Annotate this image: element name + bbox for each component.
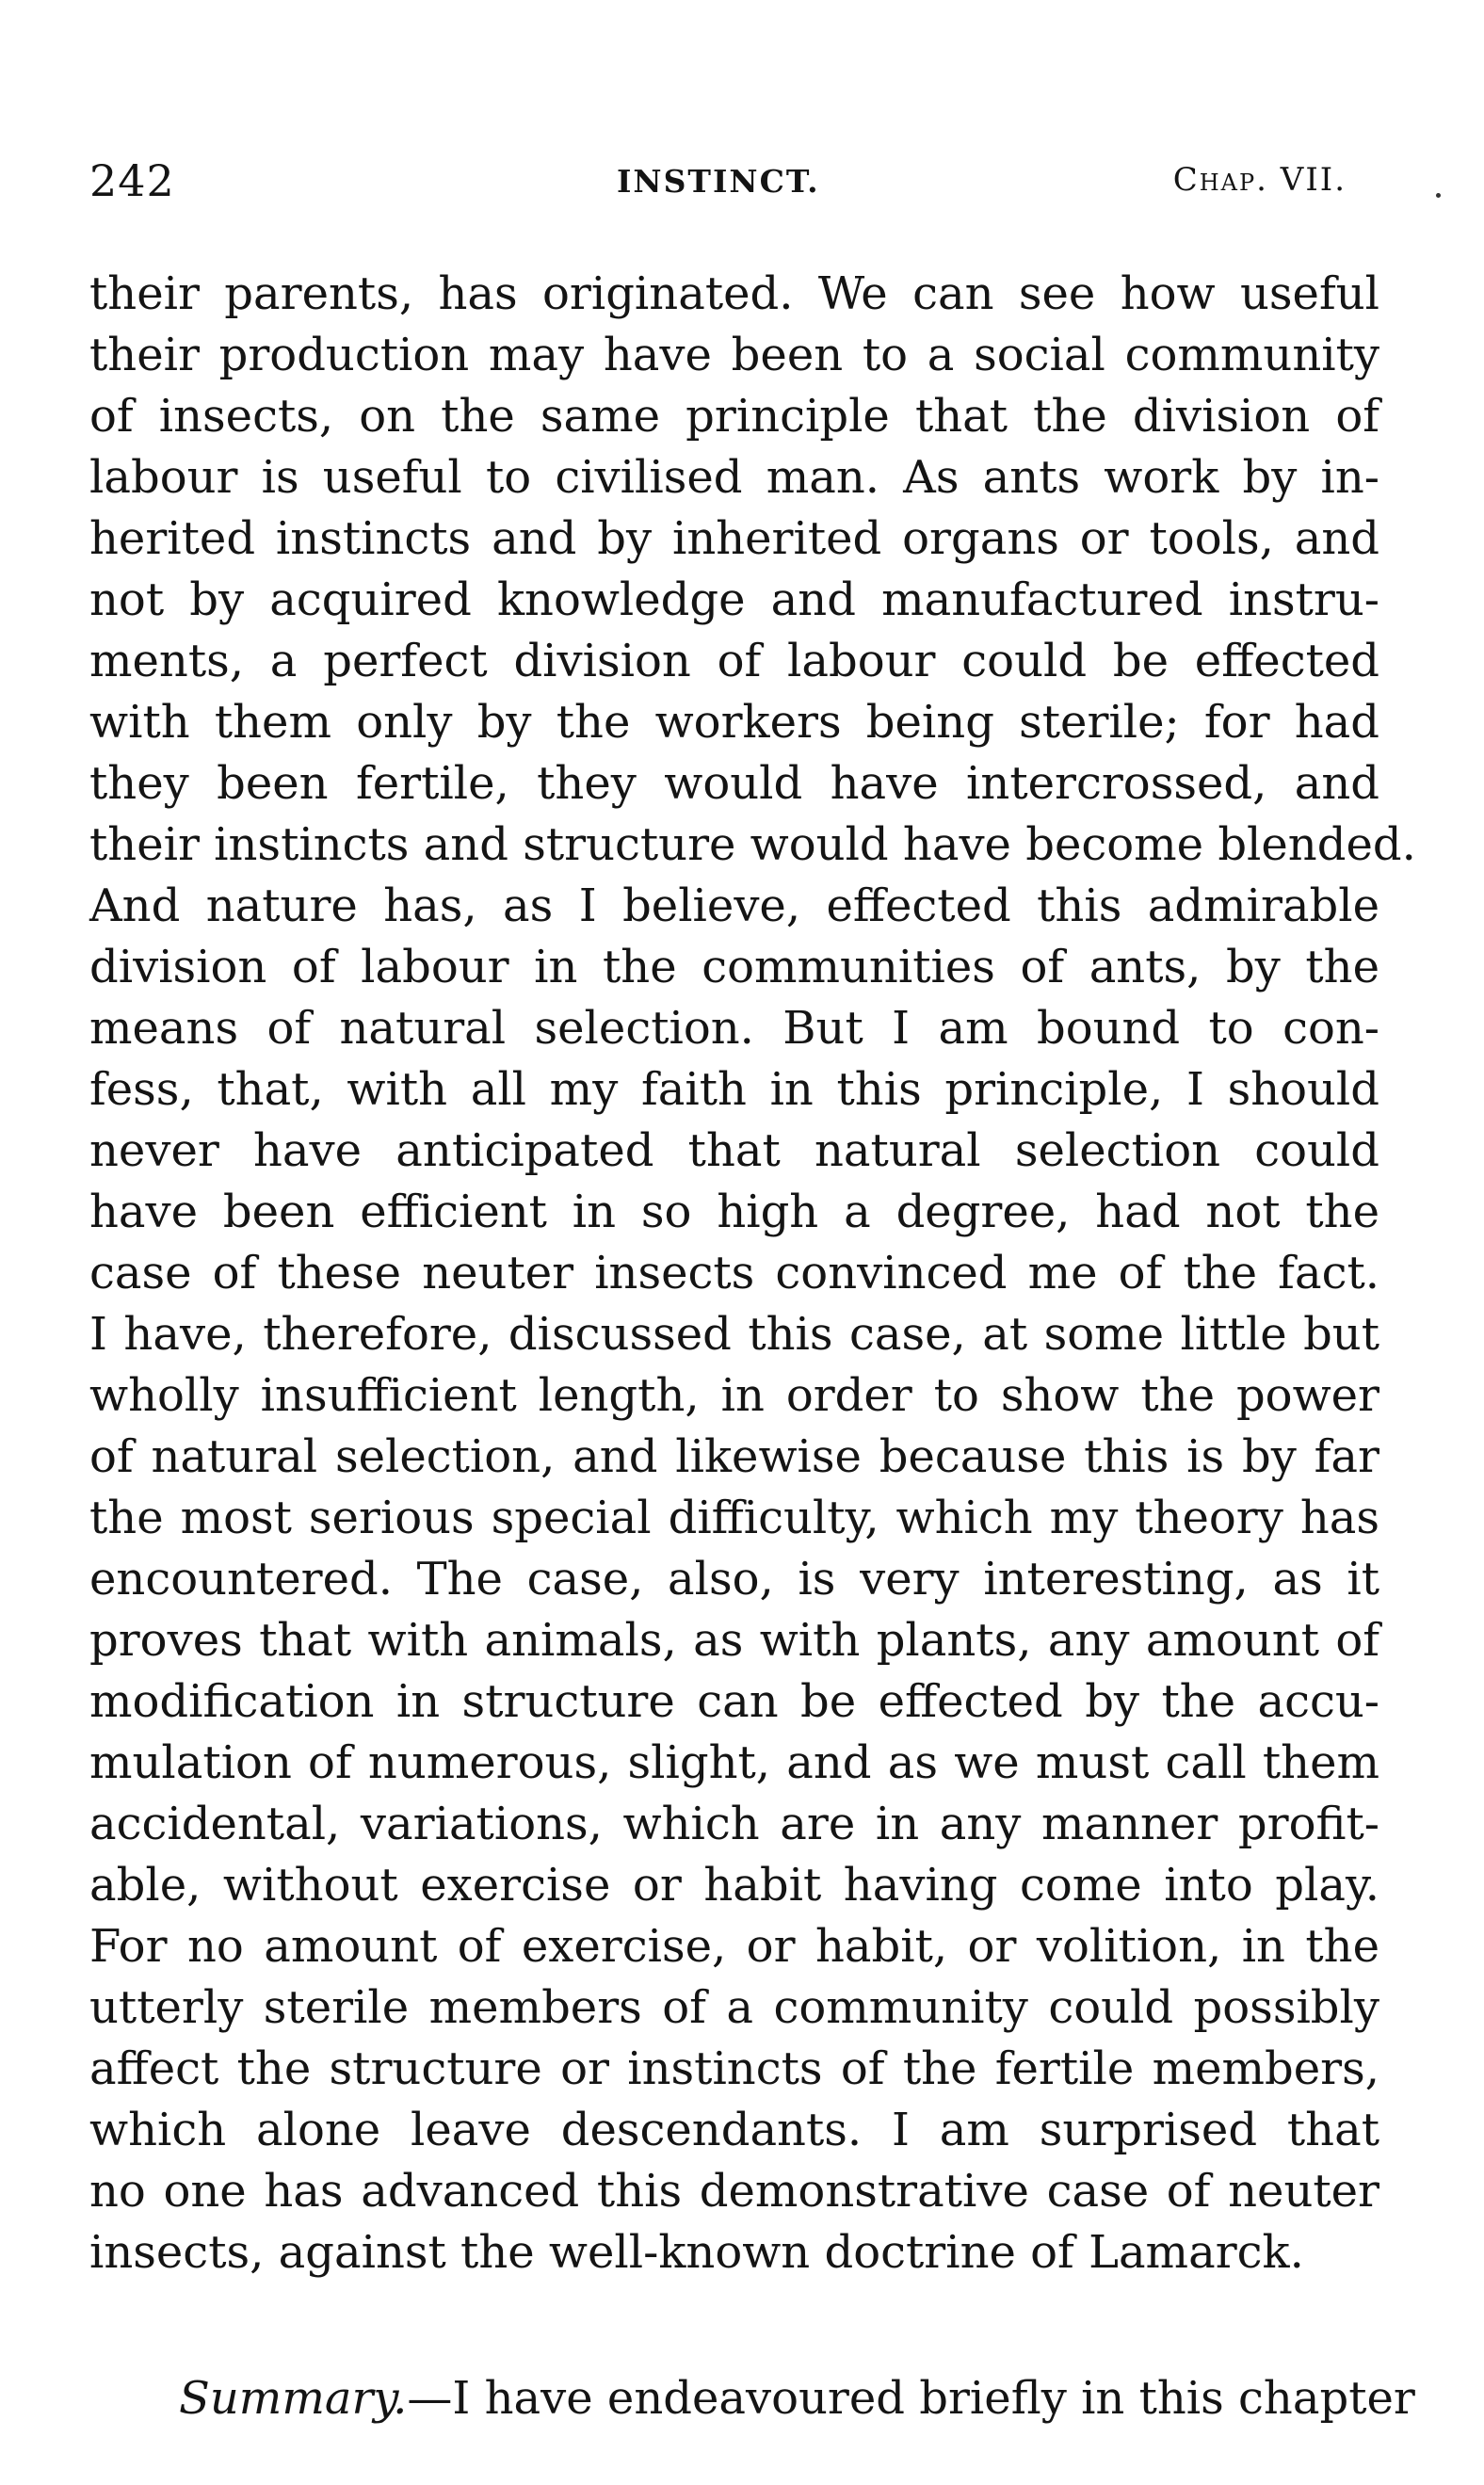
text-line: never have anticipated that natural selection could xyxy=(89,1124,1379,1177)
summary-paragraph xyxy=(179,2368,1415,2429)
text-line: no one has advanced this demonstrative case of neuter xyxy=(89,2165,1379,2218)
text-line: able, without exercise or habit having come into play. xyxy=(89,1859,1379,1912)
text-line: they been fertile, they would have intercrossed, and xyxy=(89,757,1379,810)
print-speck xyxy=(1436,193,1441,198)
page-number: 242 xyxy=(89,155,175,206)
text-line: ments, a perfect division of labour could be effected xyxy=(89,635,1379,687)
text-line: case of these neuter insects convinced me of the fact. xyxy=(89,1247,1379,1299)
text-line: I have, therefore, discussed this case, at some little but xyxy=(89,1308,1379,1361)
text-line: their instincts and structure would have become blended. xyxy=(89,818,1416,871)
chapter-label: Chap. VII. xyxy=(1172,161,1347,199)
text-line: means of natural selection. But I am bound to con- xyxy=(89,1002,1379,1055)
text-line: of insects, on the same principle that the division of xyxy=(89,390,1379,443)
page-header xyxy=(89,155,1347,221)
summary-label: Summary. xyxy=(179,2372,408,2425)
text-line: their production may have been to a social community xyxy=(89,329,1379,381)
text-line: of natural selection, and likewise because this is by far xyxy=(89,1430,1379,1483)
text-line: have been efficient in so high a degree, had not the xyxy=(89,1186,1379,1238)
text-line: their parents, has originated. We can see how useful xyxy=(89,267,1379,320)
text-line: fess, that, with all my faith in this principle, I should xyxy=(89,1063,1379,1116)
text-line: herited instincts and by inherited organs or tools, and xyxy=(89,512,1379,565)
text-line: the most serious special difficulty, which my theory has xyxy=(89,1492,1379,1544)
body-paragraph xyxy=(89,264,1416,2283)
text-line: mulation of numerous, slight, and as we must call them xyxy=(89,1736,1379,1789)
summary-text: —I have endeavoured briefly in this chapter xyxy=(407,2372,1415,2425)
running-head: INSTINCT. xyxy=(617,163,820,200)
text-line: proves that with animals, as with plants, any amount of xyxy=(89,1614,1379,1667)
text-line: which alone leave descendants. I am surprised that xyxy=(89,2104,1379,2156)
text-line: division of labour in the communities of ants, by the xyxy=(89,941,1379,993)
text-line: And nature has, as I believe, effected this admirable xyxy=(89,879,1379,932)
text-line: utterly sterile members of a community could possibly xyxy=(89,1981,1379,2034)
text-line: encountered. The case, also, is very interesting, as it xyxy=(89,1553,1379,1606)
text-line: labour is useful to civilised man. As ants work by in- xyxy=(89,451,1379,504)
text-line: insects, against the well-known doctrine of Lamarck. xyxy=(89,2226,1304,2279)
text-line: with them only by the workers being sterile; for had xyxy=(89,696,1379,749)
text-line: accidental, variations, which are in any manner profit- xyxy=(89,1798,1379,1850)
text-line: affect the structure or instincts of the fertile members, xyxy=(89,2042,1379,2095)
text-line: For no amount of exercise, or habit, or volition, in the xyxy=(89,1920,1379,1973)
text-line: wholly insufficient length, in order to show the power xyxy=(89,1369,1379,1422)
text-line: modification in structure can be effected by the accu- xyxy=(89,1675,1379,1728)
text-line: not by acquired knowledge and manufactured instru- xyxy=(89,573,1379,626)
